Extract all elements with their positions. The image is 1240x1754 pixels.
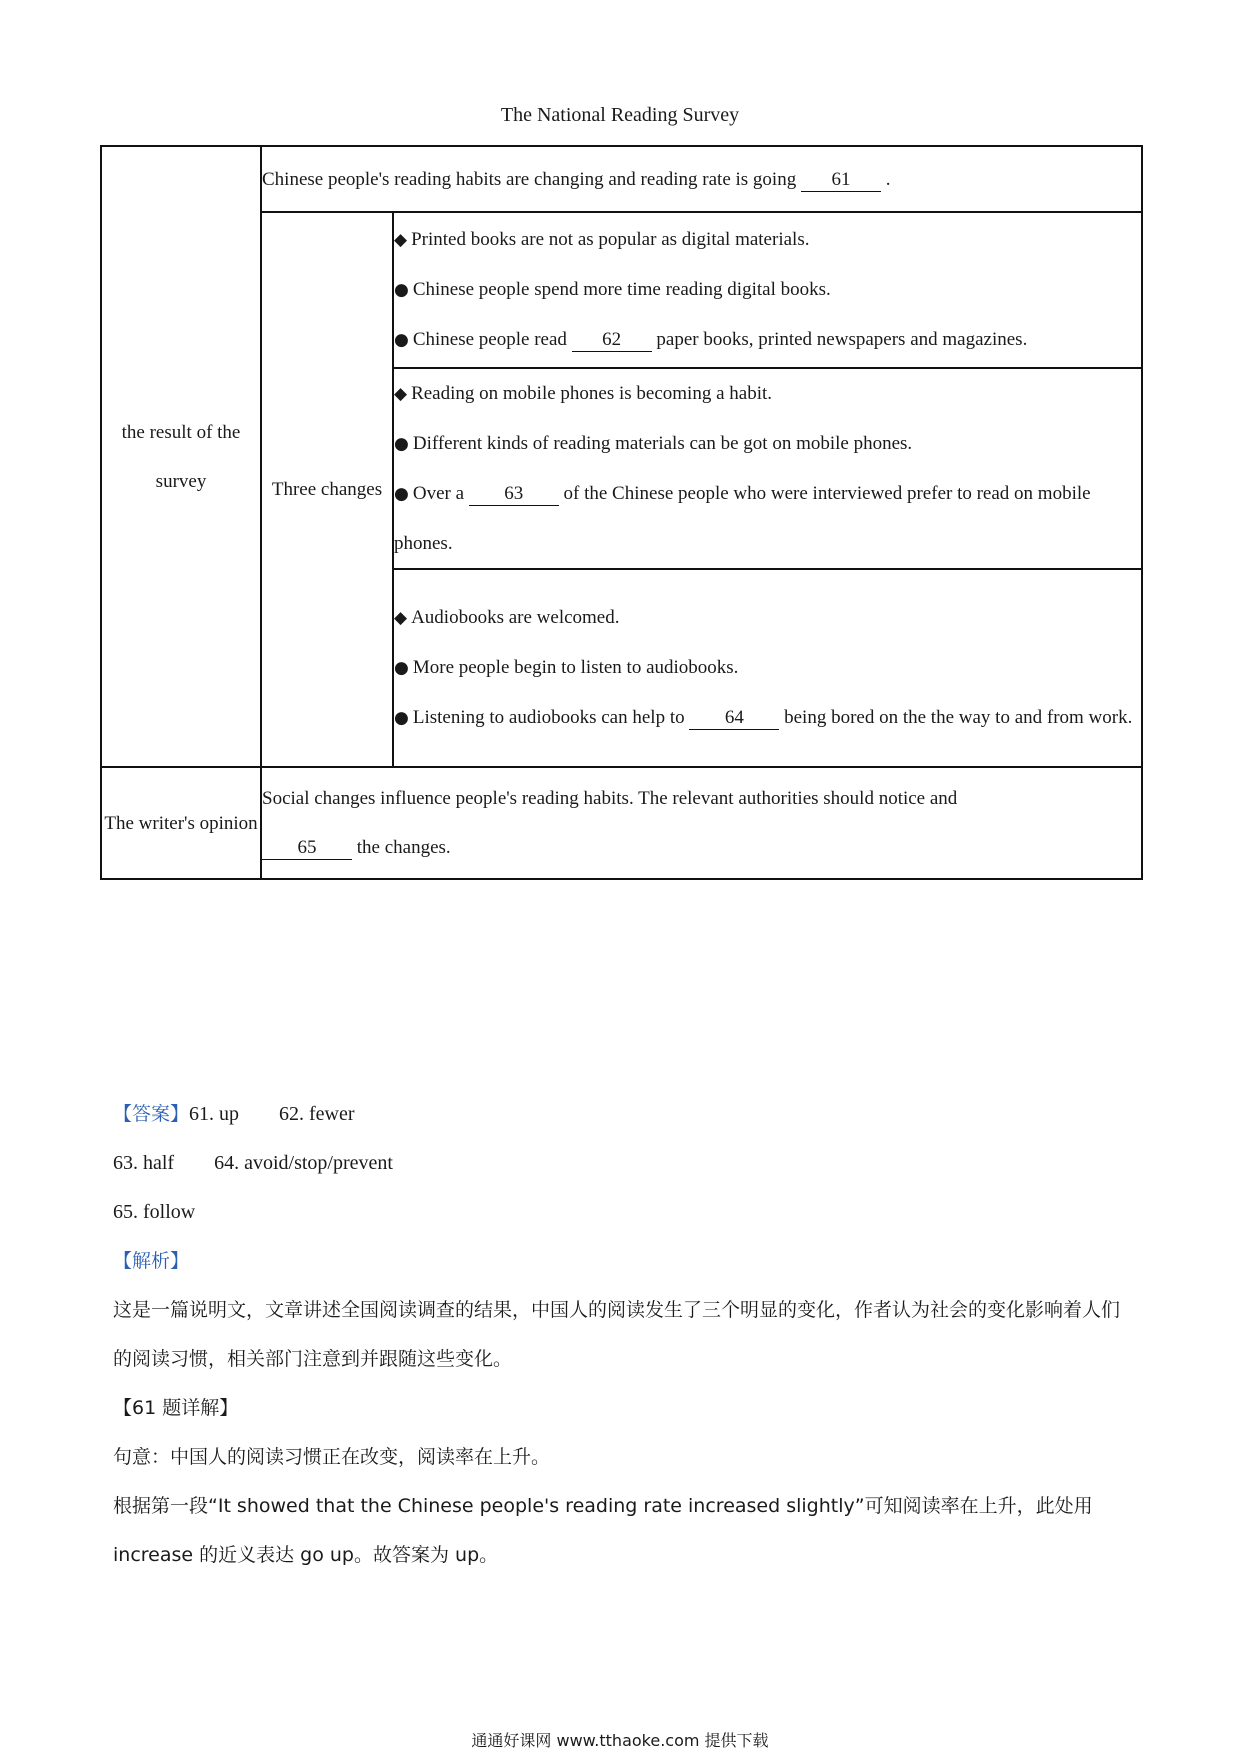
circle-bullet-icon: ● xyxy=(394,280,409,300)
opinion-post: the changes. xyxy=(356,837,451,858)
circle-bullet-icon: ● xyxy=(394,658,409,678)
list-item xyxy=(394,419,1141,469)
answer-section xyxy=(113,1090,1133,1580)
three-changes-label: Three changes xyxy=(261,212,393,767)
list-item xyxy=(394,469,1141,568)
row-label-result: the result of the survey xyxy=(101,146,261,767)
row-61-period: . xyxy=(885,168,891,190)
opinion-cell xyxy=(261,767,1142,879)
detail-label: 【61 题详解】 xyxy=(113,1397,239,1419)
blank-62: 62 xyxy=(572,329,652,352)
answer-62: 62. fewer xyxy=(279,1103,355,1125)
bullet-text: Over a xyxy=(412,483,465,504)
row-61-text: Chinese people's reading habits are changing and reading rate is going xyxy=(262,168,797,190)
bullet-text: More people begin to listen to audiobooks. xyxy=(412,657,739,678)
table-row xyxy=(101,767,1142,879)
list-item xyxy=(394,369,1141,419)
list-item xyxy=(394,315,1141,365)
circle-bullet-icon: ● xyxy=(394,484,409,504)
change-group-3 xyxy=(393,569,1142,767)
footer-watermark: 通通好课网 www.tthaoke.com 提供下载 xyxy=(471,1731,769,1750)
bullet-text: Listening to audiobooks can help to xyxy=(412,707,685,728)
explanation-text: 根据第一段“It showed that the Chinese people's reading rate increased slightly”可知阅读率在上升，此处用 increase 的近义表达 go up。故答案为 up。 xyxy=(113,1495,1093,1566)
bullet-text: being bored on the the way to and from work. xyxy=(784,707,1133,728)
opinion-text: Social changes influence people's reading habits. The relevant authorities should notice and xyxy=(262,788,958,809)
answer-63: 63. half xyxy=(113,1152,175,1174)
circle-bullet-icon: ● xyxy=(394,330,409,350)
table-title: The National Reading Survey xyxy=(500,104,740,126)
diamond-bullet-icon: ◆ xyxy=(394,608,408,628)
blank-65: 65 xyxy=(262,837,352,860)
bullet-text: Reading on mobile phones is becoming a habit. xyxy=(411,383,773,404)
diamond-bullet-icon: ◆ xyxy=(394,230,408,250)
analysis-text: 这是一篇说明文，文章讲述全国阅读调查的结果，中国人的阅读发生了三个明显的变化，作者认为社会的变化影响着人们的阅读习惯，相关部门注意到并跟随这些变化。 xyxy=(113,1299,1121,1370)
diamond-bullet-icon: ◆ xyxy=(394,384,408,404)
list-item xyxy=(394,215,1141,265)
blank-61: 61 xyxy=(801,169,881,192)
bullet-text: paper books, printed newspapers and magazines. xyxy=(656,329,1028,350)
answer-line-1 xyxy=(113,1090,1133,1139)
list-item xyxy=(394,265,1141,315)
change-group-2 xyxy=(393,368,1142,569)
list-item xyxy=(394,693,1141,743)
blank-64: 64 xyxy=(689,707,779,730)
circle-bullet-icon: ● xyxy=(394,708,409,728)
bullet-text: Audiobooks are welcomed. xyxy=(411,607,620,628)
answer-64: 64. avoid/stop/prevent xyxy=(214,1152,393,1174)
list-item xyxy=(394,643,1141,693)
list-item xyxy=(394,593,1141,643)
change-group-1 xyxy=(393,212,1142,368)
sentence-meaning: 句意：中国人的阅读习惯正在改变，阅读率在上升。 xyxy=(113,1446,551,1468)
row-61-cell xyxy=(261,146,1142,212)
bullet-text: Chinese people spend more time reading digital books. xyxy=(412,279,831,300)
answer-61: 61. up xyxy=(189,1103,240,1125)
row-label-opinion: The writer's opinion xyxy=(101,767,261,879)
table-row xyxy=(101,146,1142,212)
bullet-text: of the Chinese people who were interviewed prefer to read on mobile phones. xyxy=(394,483,1091,554)
answer-label: 【答案】 xyxy=(113,1103,190,1125)
answer-line-2 xyxy=(113,1139,1133,1188)
blank-63: 63 xyxy=(469,483,559,506)
answer-line-3 xyxy=(113,1188,1133,1237)
bullet-text: Printed books are not as popular as digital materials. xyxy=(411,229,810,250)
circle-bullet-icon: ● xyxy=(394,434,409,454)
bullet-text: Chinese people read xyxy=(412,329,567,350)
analysis-label: 【解析】 xyxy=(113,1250,190,1272)
survey-table xyxy=(100,145,1143,880)
bullet-text: Different kinds of reading materials can be got on mobile phones. xyxy=(412,433,913,454)
answer-65: 65. follow xyxy=(113,1201,196,1223)
